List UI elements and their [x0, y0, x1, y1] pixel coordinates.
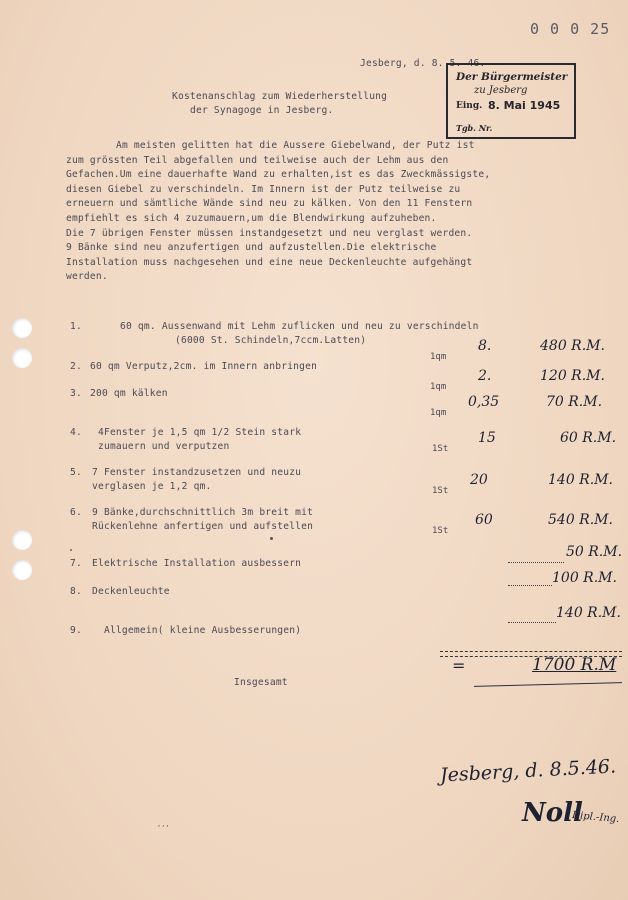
sum-rule [440, 651, 622, 652]
stamp-line-2: zu Jesberg [474, 85, 528, 96]
punch-hole [12, 318, 32, 338]
item-unit [432, 436, 448, 455]
signature-name: Noll [522, 798, 583, 828]
item-total: 70 R.M. [546, 394, 603, 410]
place-date: Jesberg, d. 8. 5. 46. [360, 58, 486, 69]
item-total: 60 R.M. [560, 430, 617, 446]
intro-line: werden. [66, 271, 108, 283]
item-description: 7 Fenster instandzusetzen und neuzu [92, 467, 302, 478]
item-total: 480 R.M. [540, 338, 605, 354]
item-description: 200 qm kälken [90, 388, 168, 399]
item-total: 100 R.M. [552, 570, 617, 586]
item-total: 140 R.M. [548, 472, 613, 488]
item-number: 5. [70, 467, 82, 478]
stamp-journal-number: Tgb. Nr. [456, 123, 493, 133]
item-unit-price: 20 [470, 472, 488, 488]
dotted-leader [508, 562, 564, 563]
unit-label: 1St [432, 526, 449, 536]
punch-hole [12, 560, 32, 580]
item-description: Deckenleuchte [92, 586, 170, 597]
unit-label: 1qm [430, 382, 447, 392]
receipt-stamp [446, 63, 576, 139]
intro-line: Am meisten gelitten hat die Aussere Giebelwand, der Putz ist [116, 140, 475, 151]
intro-line: empfiehlt es sich 4 zuzumauern,um die Blendwirkung aufzuheben. [66, 212, 437, 224]
item-number: 8. [70, 586, 82, 597]
dotted-leader [508, 622, 556, 623]
stamp-received-date: 8. Mai 1945 [488, 99, 561, 112]
intro-line: 9 Bänke sind neu anzufertigen und aufzustellen.Die elektrische [66, 242, 437, 254]
item-unit-price: 2. [478, 368, 492, 384]
item-unit [430, 344, 446, 363]
item-unit [430, 374, 446, 393]
item-number: 7. [70, 558, 82, 569]
total-equals: = [452, 656, 466, 675]
intro-line: Gefachen.Um eine dauerhafte Wand zu erhalten,ist es das Zweckmässigste, [66, 169, 491, 181]
item-number: 1. [70, 321, 82, 332]
unit-label: 1qm [430, 408, 447, 418]
item-number: 4. [70, 427, 82, 438]
item-total: 140 R.M. [556, 605, 621, 621]
item-description: 9 Bänke,durchschnittlich 3m breit mit [92, 507, 314, 518]
item-number: 3. [70, 388, 82, 399]
item-unit-price: 8. [478, 338, 492, 354]
signature-title: Dipl.-Ing. [571, 809, 620, 826]
unit-label: 1St [432, 486, 449, 496]
stamp-received-label: Eing. [456, 101, 483, 111]
item-description: 60 qm Verputz,2cm. im Innern anbringen [90, 361, 318, 372]
unit-label: 1qm [430, 352, 447, 362]
item-description-2: verglasen je 1,2 qm. [92, 481, 212, 492]
intro-paragraph [66, 139, 490, 285]
item-number: 6. [70, 507, 82, 518]
stray-mark [270, 537, 273, 540]
item-description-2: zumauern und verputzen [98, 441, 230, 452]
dotted-leader [508, 585, 552, 586]
item-unit-price: 60 [475, 512, 493, 528]
item-unit-price: 0,35 [468, 394, 500, 410]
intro-line: erneuern und sämtliche Wände sind neu zu kälken. Von den 11 Fenstern [66, 198, 473, 210]
item-unit [432, 478, 448, 497]
intro-line: Die 7 übrigen Fenster müssen instandgesetzt und neu verglast werden. [66, 227, 473, 239]
item-unit [432, 518, 448, 537]
item-description-2: (6000 St. Schindeln,7ccm.Latten) [175, 335, 367, 346]
item-description-2: Rückenlehne anfertigen und aufstellen [92, 521, 314, 532]
total-underline [474, 682, 622, 687]
stray-mark: ,,, [157, 820, 170, 828]
item-description: 4Fenster je 1,5 qm 1/2 Stein stark [98, 427, 302, 438]
item-description: Allgemein( kleine Ausbesserungen) [104, 625, 302, 636]
item-total: 540 R.M. [548, 512, 613, 528]
intro-line: Installation muss nachgesehen und eine neue Deckenleuchte aufgehängt [66, 256, 473, 268]
unit-label: 1St [432, 444, 449, 454]
item-description: 60 qm. Aussenwand mit Lehm zuflicken und neu zu verschindeln [120, 321, 479, 332]
item-total: 120 R.M. [540, 368, 605, 384]
title-line-2: der Synagoge in Jesberg. [190, 105, 334, 116]
total-value: 1700 R.M [532, 655, 617, 675]
stamp-line-1: Der Bürgermeister [456, 71, 568, 83]
title-line-1: Kostenanschlag zum Wiederherstellung [172, 91, 388, 102]
item-total: 50 R.M. [566, 544, 623, 560]
punch-hole [12, 530, 32, 550]
item-number: 2. [70, 361, 82, 372]
reference-number: 0 0 0 25 [530, 20, 611, 38]
item-unit [430, 400, 446, 419]
punch-hole [12, 348, 32, 368]
item-number: 9. [70, 625, 82, 636]
total-label: Insgesamt [234, 677, 288, 688]
intro-line: diesen Giebel zu verschindeln. Im Innern ist der Putz teilweise zu [66, 183, 461, 195]
intro-line: zum grössten Teil abgefallen und teilweise auch der Lehm aus den [66, 154, 449, 166]
item-description: Elektrische Installation ausbessern [92, 558, 302, 569]
item-unit-price: 15 [478, 430, 496, 446]
signature-date: Jesberg, d. 8.5.46. [439, 755, 617, 787]
stray-mark [70, 549, 72, 551]
